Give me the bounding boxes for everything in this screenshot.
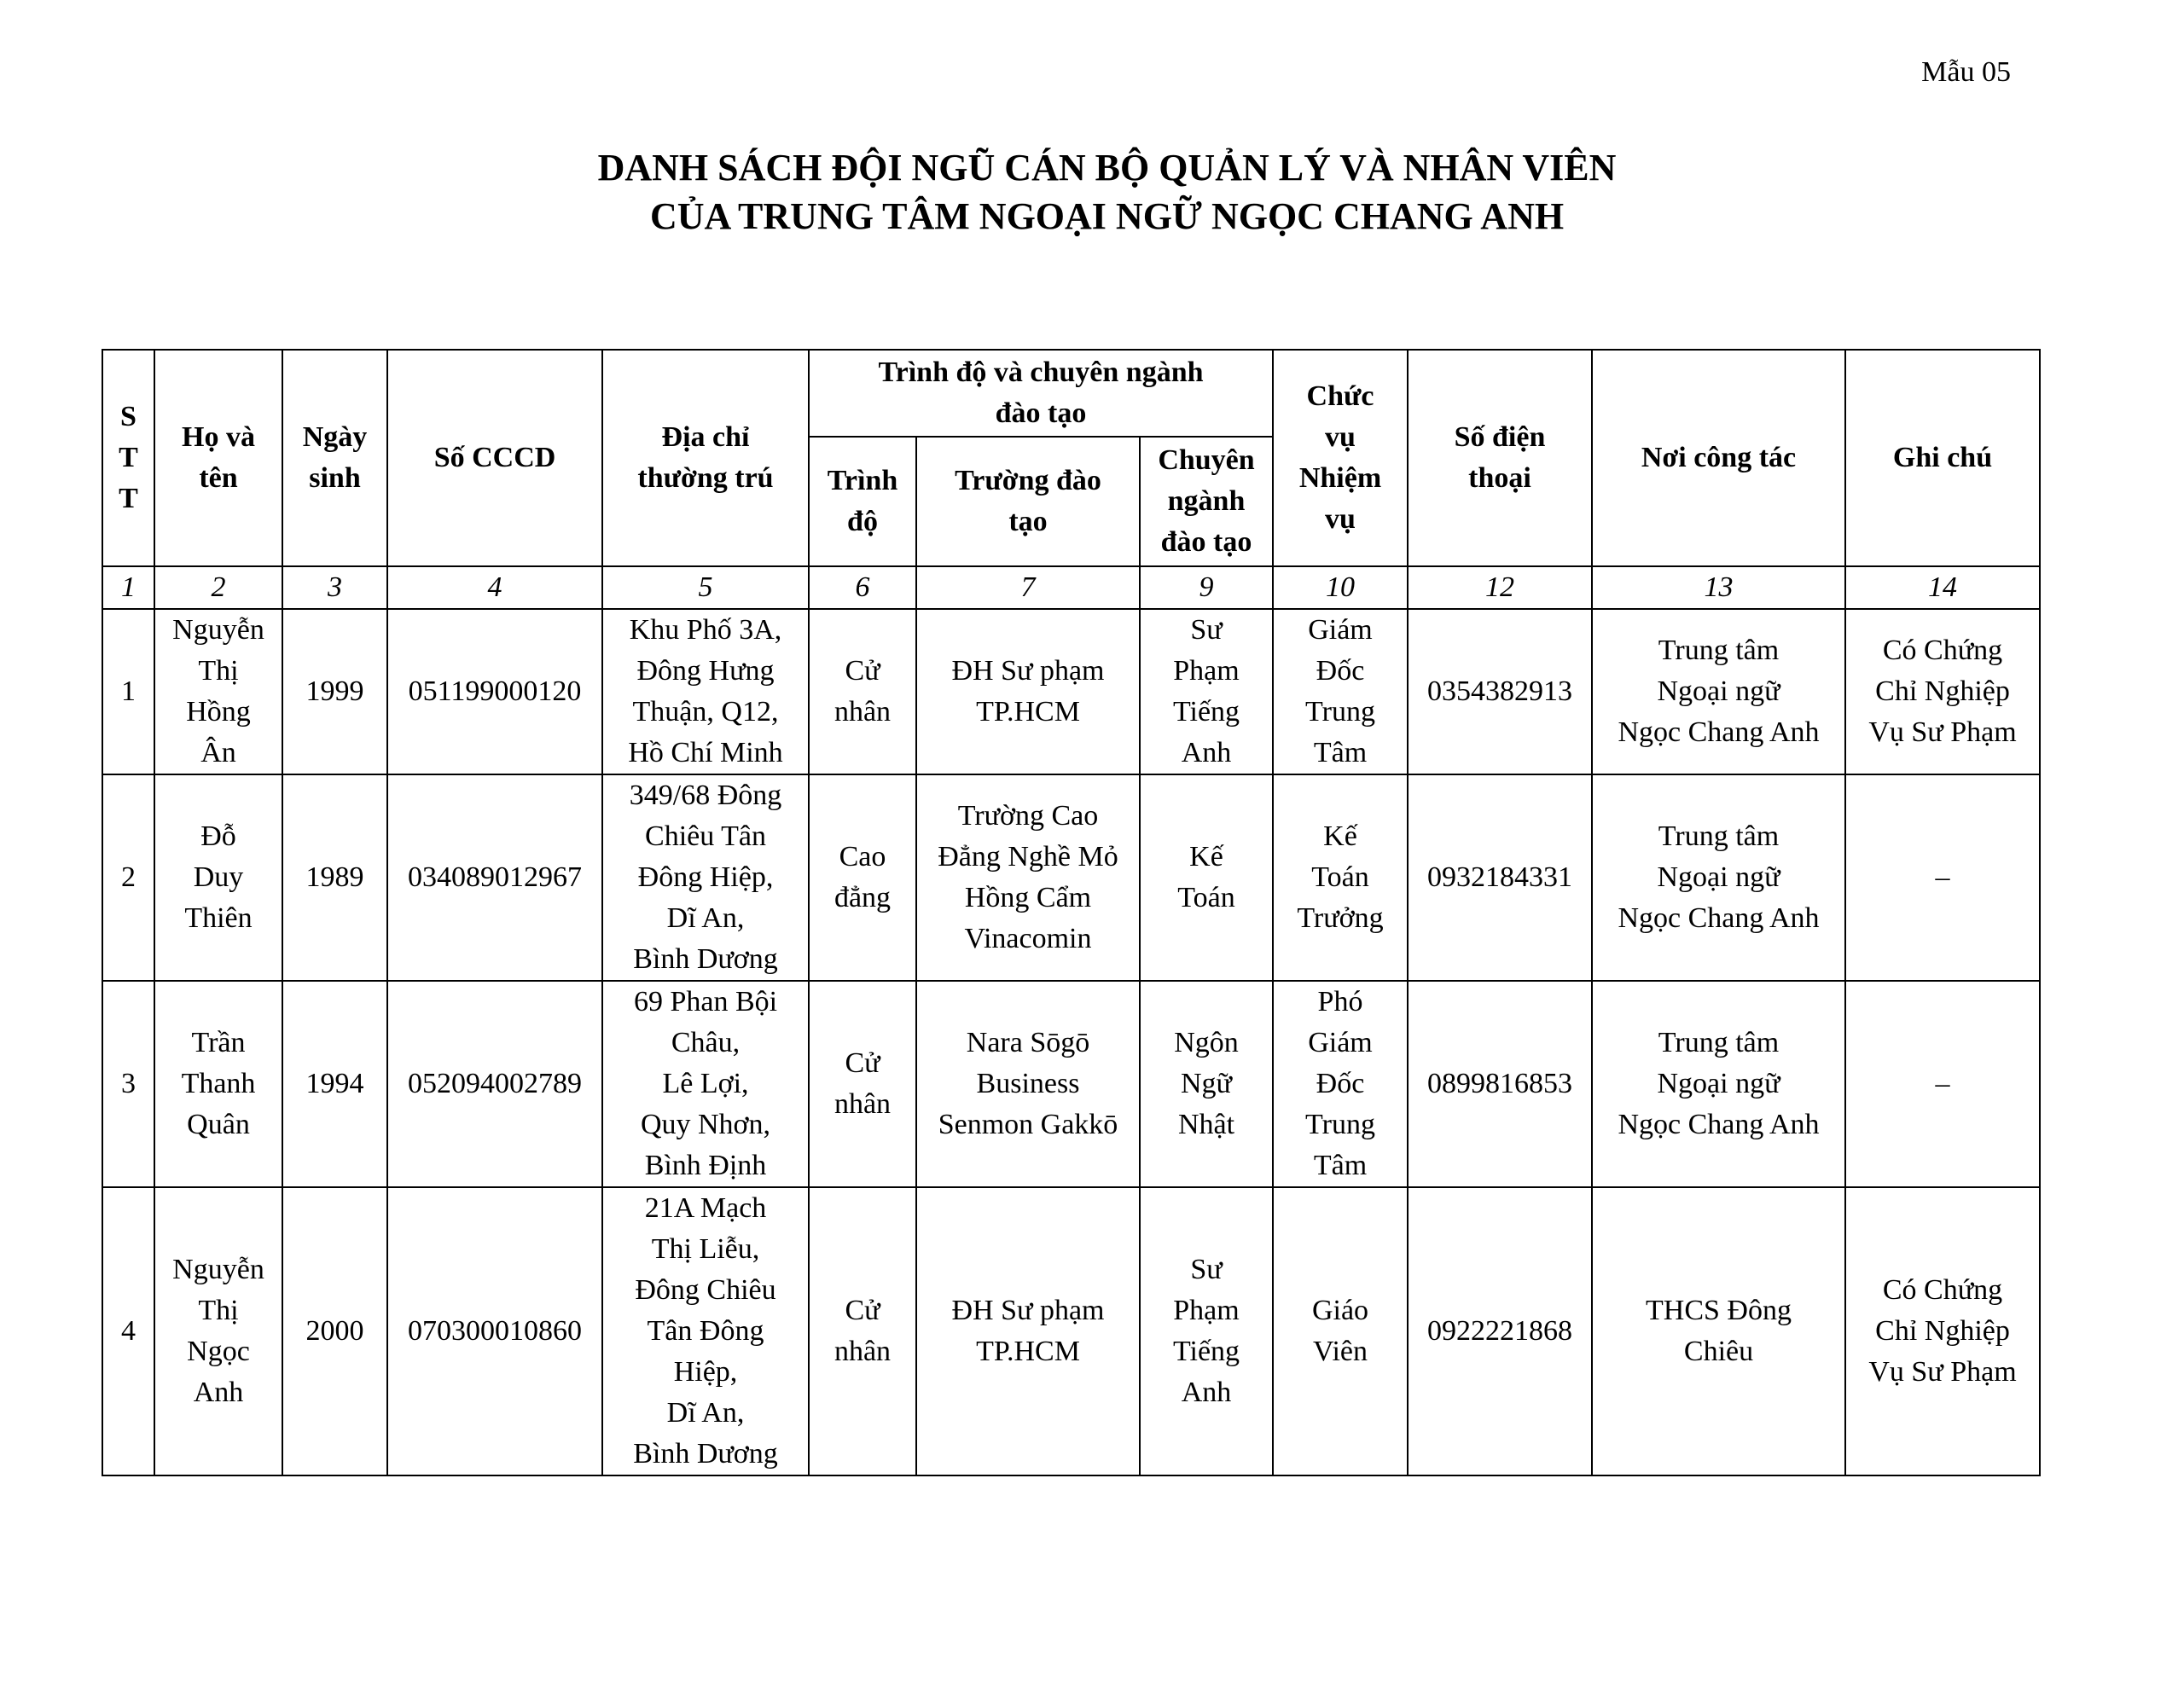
cell-note: Có Chứng Chỉ Nghiệp Vụ Sư Phạm [1845,609,2040,774]
title-line-1: DANH SÁCH ĐỘI NGŨ CÁN BỘ QUẢN LÝ VÀ NHÂN VIÊN [597,147,1617,188]
column-number: 3 [282,566,387,609]
cell-major: Sư Phạm Tiếng Anh [1140,1187,1273,1475]
header-address: Địa chỉ thường trú [602,350,809,566]
cell-level: Cử nhân [809,981,916,1187]
cell-phone: 0899816853 [1408,981,1592,1187]
cell-birth-year: 1994 [282,981,387,1187]
cell-name: Nguyễn Thị Ngọc Anh [154,1187,282,1475]
header-training-group: Trình độ và chuyên ngành đào tạo [809,350,1273,437]
cell-major: Ngôn Ngữ Nhật [1140,981,1273,1187]
column-number: 14 [1845,566,2040,609]
cell-phone: 0922221868 [1408,1187,1592,1475]
header-id-card: Số CCCD [387,350,602,566]
cell-level: Cao đẳng [809,774,916,981]
title-line-2: CỦA TRUNG TÂM NGOẠI NGỮ NGỌC CHANG ANH [649,195,1565,237]
header-note: Ghi chú [1845,350,2040,566]
cell-birth-year: 1999 [282,609,387,774]
cell-birth-year: 1989 [282,774,387,981]
cell-level: Cử nhân [809,609,916,774]
column-number: 10 [1273,566,1408,609]
cell-note: – [1845,981,2040,1187]
header-row [102,350,2040,437]
cell-id-card: 070300010860 [387,1187,602,1475]
column-number: 1 [102,566,154,609]
cell-major: Kế Toán [1140,774,1273,981]
column-number: 6 [809,566,916,609]
cell-id-card: 051199000120 [387,609,602,774]
header-workplace: Nơi công tác [1592,350,1845,566]
column-number: 7 [916,566,1140,609]
table-row [102,981,2040,1187]
header-major: Chuyên ngành đào tạo [1140,437,1273,566]
cell-stt: 4 [102,1187,154,1475]
cell-school: Trường Cao Đẳng Nghề Mỏ Hồng Cẩm Vinacomin [916,774,1140,981]
cell-position: Giáo Viên [1273,1187,1408,1475]
cell-position: Kế Toán Trưởng [1273,774,1408,981]
column-number: 4 [387,566,602,609]
cell-school: ĐH Sư phạm TP.HCM [916,609,1140,774]
column-number: 13 [1592,566,1845,609]
cell-name: Trần Thanh Quân [154,981,282,1187]
header-school: Trường đào tạo [916,437,1140,566]
cell-workplace: Trung tâm Ngoại ngữ Ngọc Chang Anh [1592,774,1845,981]
cell-name: Nguyễn Thị Hồng Ân [154,609,282,774]
cell-id-card: 034089012967 [387,774,602,981]
table-row [102,1187,2040,1475]
cell-id-card: 052094002789 [387,981,602,1187]
column-number: 12 [1408,566,1592,609]
cell-note: Có Chứng Chỉ Nghiệp Vụ Sư Phạm [1845,1187,2040,1475]
header-position: Chức vụ Nhiệm vụ [1273,350,1408,566]
cell-address: 69 Phan Bội Châu, Lê Lợi, Quy Nhơn, Bình Định [602,981,809,1187]
cell-note: – [1845,774,2040,981]
cell-workplace: THCS Đông Chiêu [1592,1187,1845,1475]
cell-address: 21A Mạch Thị Liễu, Đông Chiêu Tân Đông Hiệp, Dĩ An, Bình Dương [602,1187,809,1475]
header-level: Trình độ [809,437,916,566]
cell-name: Đỗ Duy Thiên [154,774,282,981]
cell-stt: 1 [102,609,154,774]
cell-position: Phó Giám Đốc Trung Tâm [1273,981,1408,1187]
cell-school: Nara Sōgō Business Senmon Gakkō [916,981,1140,1187]
header-phone: Số điện thoại [1408,350,1592,566]
column-number: 9 [1140,566,1273,609]
header-name: Họ và tên [154,350,282,566]
document-title [0,143,2184,241]
cell-stt: 2 [102,774,154,981]
cell-address: 349/68 Đông Chiêu Tân Đông Hiệp, Dĩ An, Bình Dương [602,774,809,981]
cell-workplace: Trung tâm Ngoại ngữ Ngọc Chang Anh [1592,981,1845,1187]
column-number: 2 [154,566,282,609]
cell-address: Khu Phố 3A, Đông Hưng Thuận, Q12, Hồ Chí Minh [602,609,809,774]
cell-birth-year: 2000 [282,1187,387,1475]
cell-phone: 0932184331 [1408,774,1592,981]
cell-workplace: Trung tâm Ngoại ngữ Ngọc Chang Anh [1592,609,1845,774]
staff-table [102,349,2041,1476]
table-row [102,609,2040,774]
cell-position: Giám Đốc Trung Tâm [1273,609,1408,774]
column-number-row [102,566,2040,609]
cell-phone: 0354382913 [1408,609,1592,774]
column-number: 5 [602,566,809,609]
header-stt: S T T [102,350,154,566]
form-code: Mẫu 05 [1921,56,2011,88]
cell-stt: 3 [102,981,154,1187]
table-row [102,774,2040,981]
cell-major: Sư Phạm Tiếng Anh [1140,609,1273,774]
cell-level: Cử nhân [809,1187,916,1475]
cell-school: ĐH Sư phạm TP.HCM [916,1187,1140,1475]
header-birth-year: Ngày sinh [282,350,387,566]
